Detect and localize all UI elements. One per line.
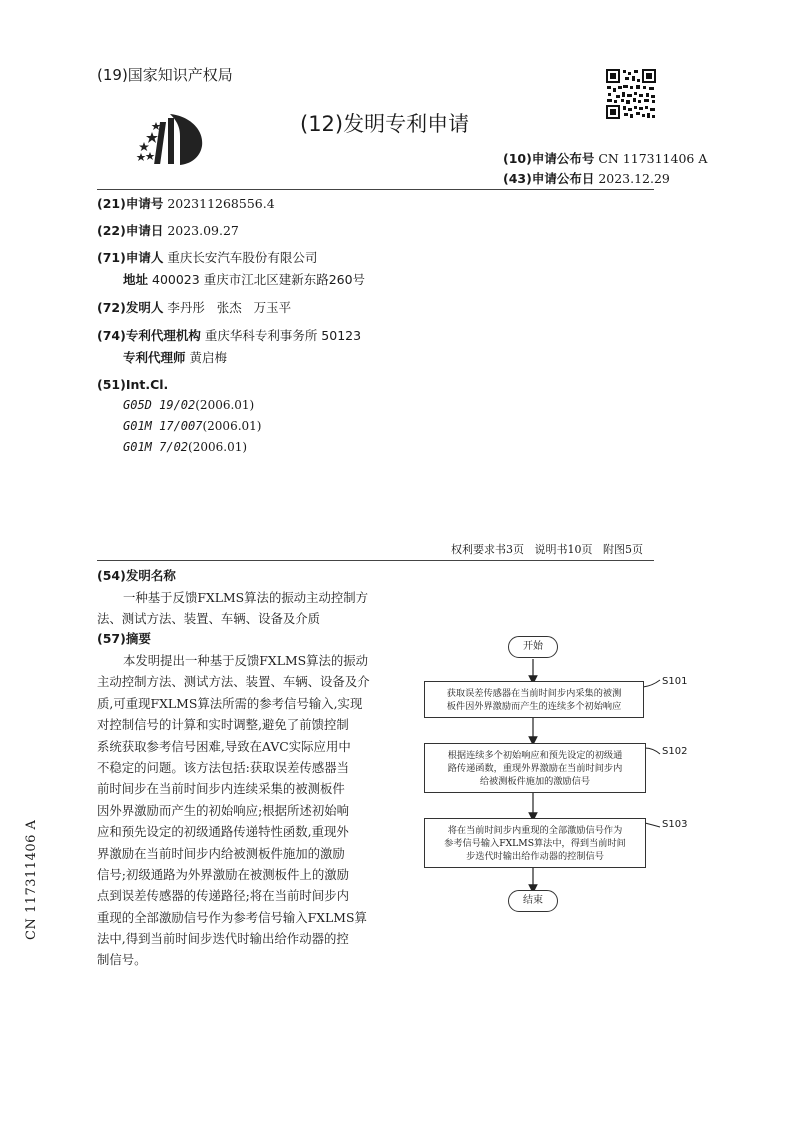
publication-number: CN 117311406 A bbox=[598, 151, 708, 166]
ipc-label: (51)Int.Cl. bbox=[97, 377, 169, 392]
agent-label: 专利代理师 bbox=[123, 350, 186, 365]
cnipa-logo bbox=[132, 108, 206, 166]
applicant: 重庆长安汽车股份有限公司 bbox=[167, 250, 318, 265]
filing-date-label: (22)申请日 bbox=[97, 223, 164, 238]
step-label: S103 bbox=[662, 819, 688, 830]
title-label: (54)发明名称 bbox=[97, 568, 176, 583]
ipc-entry: G05D 19/02(2006.01) bbox=[123, 398, 255, 412]
flow-step-s101: 获取误差传感器在当前时间步内采集的被测 板件因外界激励而产生的连续多个初始响应 bbox=[424, 681, 644, 718]
flow-step-s103: 将在当前时间步内重现的全部激励信号作为 参考信号输入FXLMS算法中，得到当前时间 步迭代时输出给作动器的控制信号 bbox=[424, 818, 646, 868]
summary-divider bbox=[97, 560, 654, 561]
application-number: 202311268556.4 bbox=[167, 196, 275, 211]
office-name: (19)国家知识产权局 bbox=[97, 66, 233, 84]
applicant-label: (71)申请人 bbox=[97, 250, 164, 265]
ipc-entry: G01M 7/02(2006.01) bbox=[123, 440, 248, 454]
publication-date-label: (43)申请公布日 bbox=[503, 171, 595, 186]
address: 400023 重庆市江北区建新东路260号 bbox=[152, 272, 366, 287]
document-type: (12)发明专利申请 bbox=[300, 112, 470, 136]
step-leader bbox=[643, 680, 660, 687]
agent: 黄启梅 bbox=[189, 350, 228, 365]
header-divider bbox=[97, 189, 654, 190]
ipc-entry: G01M 17/007(2006.01) bbox=[123, 419, 262, 433]
application-number-label: (21)申请号 bbox=[97, 196, 164, 211]
address-label: 地址 bbox=[123, 272, 149, 287]
flow-step-s102: 根据连续多个初始响应和预先设定的初级通 路传递函数，重现外界激励在当前时间步内 给被测板件施加的激励信号 bbox=[424, 743, 646, 793]
step-label: S102 bbox=[662, 746, 688, 757]
inventor-label: (72)发明人 bbox=[97, 300, 164, 315]
step-leader bbox=[645, 823, 660, 827]
pages-summary: 权利要求书3页 说明书10页 附图5页 bbox=[451, 543, 643, 556]
flow-end: 结束 bbox=[508, 890, 558, 912]
invention-title: 一种基于反馈FXLMS算法的振动主动控制方 法、测试方法、装置、车辆、设备及介质 bbox=[97, 590, 369, 627]
step-leader bbox=[645, 748, 660, 754]
publication-date: 2023.12.29 bbox=[598, 171, 670, 186]
inventors: 李丹彤 张杰 万玉平 bbox=[167, 300, 292, 315]
step-label: S101 bbox=[662, 676, 688, 687]
agency: 重庆华科专利事务所 50123 bbox=[204, 328, 362, 343]
side-publication-number: CN 117311406 A bbox=[24, 819, 39, 940]
agency-label: (74)专利代理机构 bbox=[97, 328, 201, 343]
filing-date: 2023.09.27 bbox=[167, 223, 239, 238]
publication-number-label: (10)申请公布号 bbox=[503, 151, 595, 166]
qr-code[interactable] bbox=[605, 68, 657, 120]
abstract-label: (57)摘要 bbox=[97, 631, 151, 646]
abstract-text: 本发明提出一种基于反馈FXLMS算法的振动 主动控制方法、测试方法、装置、车辆、设备及介 质,可重现FXLMS算法所需的参考信号输入,实现 对控制信号的计算和实时调整,避免了前馈控制 系统获取参考信号困难,导致在AVC实际应用中 不稳定的问题。该方法包括:获取误差传感器当 前时间步在当前时间步内连续采集的被测板件 因外界激励而产生的初始响应;根据所述初始响 应和预先设定的初级通路传递特性函数,重现外 界激励在当前时间步内给被测板件施加的激励 信号;初级通路为外界激励在被测板件上的激励 点到误差传感器的传递路径;将在当前时间步内 重现的全部激励信号作为参考信号输入FXLMS算 法中,得到当前时间步迭代时输出给作动器的控 制信号。 bbox=[97, 653, 370, 968]
flow-start: 开始 bbox=[508, 636, 558, 658]
